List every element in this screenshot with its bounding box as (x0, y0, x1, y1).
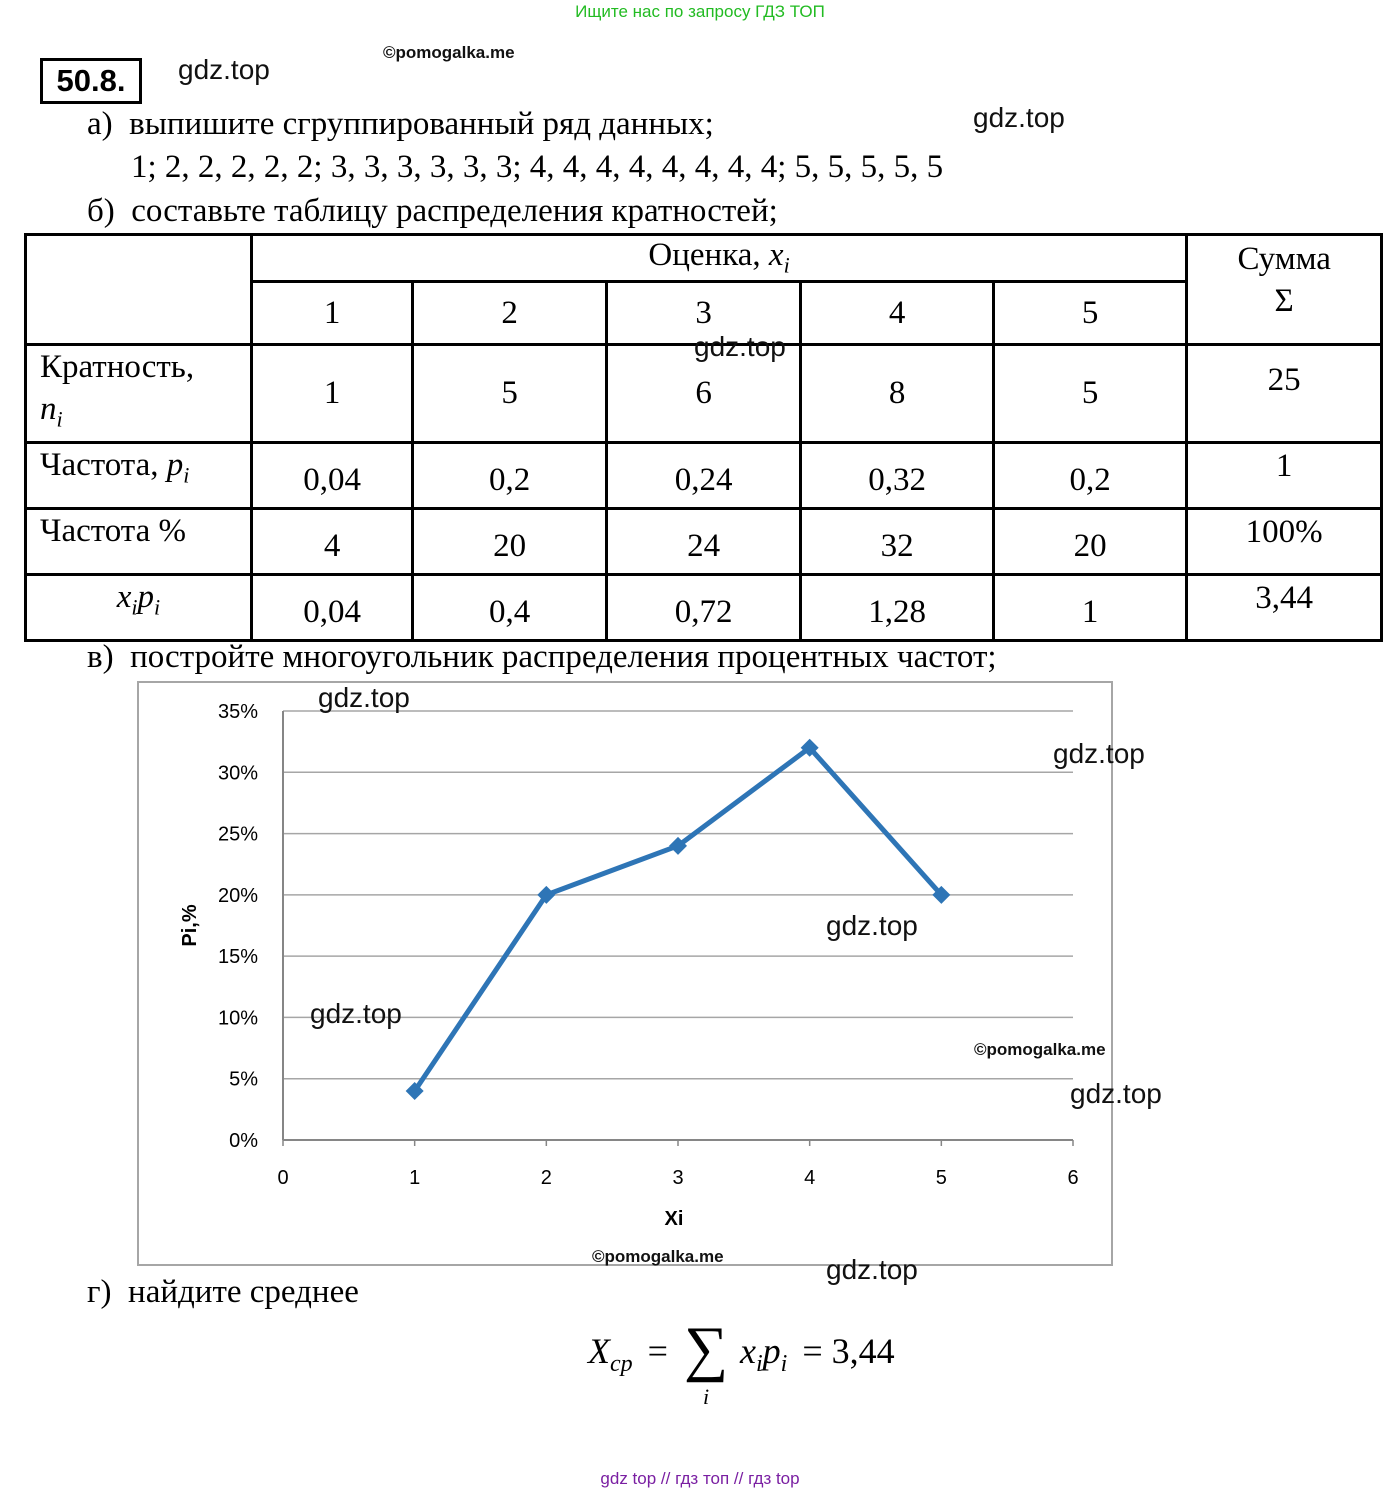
chart-frame (137, 681, 1113, 1266)
table-cell: 8 (801, 345, 994, 443)
table-cell: 0,04 (251, 442, 413, 508)
part-d-marker: г) (87, 1274, 112, 1310)
table-cell: 0,2 (413, 442, 606, 508)
score-cell: 5 (993, 282, 1186, 345)
bottom-links[interactable]: gdz top // гдз топ // гдз top (600, 1469, 800, 1488)
y-tick-label: 25% (217, 823, 258, 846)
table-cell: 32 (801, 508, 994, 574)
gdz-watermark: gdz.top (973, 102, 1065, 133)
score-cell: 3 (606, 282, 801, 345)
header-sum-label: Сумма (1237, 241, 1331, 277)
table-cell: 0,04 (251, 574, 413, 640)
y-axis-title: Pi,% (179, 904, 201, 947)
table-cell: 4 (251, 508, 413, 574)
x-tick-label: 6 (1067, 1167, 1079, 1189)
table-cell: 5 (413, 345, 606, 443)
table-corner-cell (26, 235, 252, 345)
task-number: 50.8. (40, 58, 142, 104)
score-cell: 4 (801, 282, 994, 345)
mean-formula-lhs: $X_{ср}$ = (588, 1331, 668, 1378)
gdz-watermark: gdz.top (826, 1254, 918, 1285)
gdz-watermark: gdz.top (694, 331, 786, 362)
copyright-watermark: ©pomogalka.me (383, 43, 515, 62)
gdz-watermark: gdz.top (178, 54, 270, 85)
header-sigma: Σ (1274, 283, 1294, 319)
score-cell: 2 (413, 282, 606, 345)
row-label-multiplicity: Кратность, $n_i$ (26, 345, 252, 443)
x-tick-label: 4 (804, 1167, 816, 1189)
sum-index: i (703, 1384, 710, 1409)
sum-cell: 3,44 (1187, 574, 1382, 640)
table-cell: 20 (993, 508, 1186, 574)
top-banner: Ищите нас по запросу ГДЗ ТОП (575, 2, 825, 21)
part-a (87, 106, 714, 143)
part-a-text: выпишите сгруппированный ряд данных; (129, 106, 714, 142)
table-row (26, 442, 1382, 508)
y-tick-label: 0% (229, 1130, 258, 1152)
gdz-watermark: gdz.top (1070, 1078, 1162, 1109)
part-d-text: найдите среднее (128, 1274, 359, 1310)
sum-cell: 1 (1187, 442, 1382, 508)
y-tick-label: 10% (217, 1007, 258, 1030)
row-label-xp: $x_ip_i$ (26, 574, 252, 640)
x-tick-label: 5 (935, 1167, 947, 1189)
gdz-watermark: gdz.top (826, 910, 918, 941)
table-row (26, 574, 1382, 640)
table-cell: 1 (251, 345, 413, 443)
sum-cell: 100% (1187, 508, 1382, 574)
y-tick-label: 35% (217, 701, 258, 723)
row-label-frequency-percent: Частота % (26, 508, 252, 574)
table-row (26, 508, 1382, 574)
table-cell: 0,32 (801, 442, 994, 508)
gdz-watermark: gdz.top (1053, 738, 1145, 769)
table-cell: 0,4 (413, 574, 606, 640)
table-cell: 20 (413, 508, 606, 574)
table-cell: 0,72 (606, 574, 801, 640)
y-tick-label: 5% (229, 1068, 258, 1091)
part-c (87, 639, 997, 676)
x-tick-label: 2 (540, 1167, 552, 1189)
table-cell: 1,28 (801, 574, 994, 640)
table-cell: 24 (606, 508, 801, 574)
x-tick-label: 1 (409, 1167, 421, 1189)
x-tick-label: 0 (277, 1167, 289, 1189)
table-cell: 1 (993, 574, 1186, 640)
part-c-text: постройте многоугольник распределения процентных частот; (130, 639, 997, 675)
part-b (87, 193, 778, 230)
part-a-marker: а) (87, 106, 113, 142)
sum-cell: 25 (1187, 345, 1382, 443)
header-sum (1187, 235, 1382, 345)
gdz-watermark: gdz.top (318, 682, 410, 713)
table-cell: 0,2 (993, 442, 1186, 508)
part-b-marker: б) (87, 193, 115, 229)
grouped-series: 1; 2, 2, 2, 2, 2; 3, 3, 3, 3, 3, 3; 4, 4, 4, 4, 4, 4, 4, 4; 5, 5, 5, 5, 5 (131, 149, 944, 185)
part-c-marker: в) (87, 639, 114, 675)
table-cell: 0,24 (606, 442, 801, 508)
gdz-watermark: gdz.top (310, 998, 402, 1029)
copyright-watermark: ©pomogalka.me (592, 1247, 724, 1266)
sum-symbol: ∑ (684, 1315, 729, 1383)
mean-formula-rhs: $x_ip_i = 3,44$ (740, 1331, 895, 1378)
part-d (87, 1274, 359, 1311)
score-cell: 1 (251, 282, 413, 345)
y-tick-label: 15% (217, 946, 258, 969)
row-label-frequency: Частота, $p_i$ (26, 442, 252, 508)
table-cell: 5 (993, 345, 1186, 443)
y-tick-label: 20% (217, 884, 258, 907)
header-score: Оценка, $x_i$ (251, 235, 1187, 282)
x-axis-title: Xi (664, 1208, 684, 1230)
x-tick-label: 3 (672, 1167, 684, 1189)
part-b-text: составьте таблицу распределения кратностей; (131, 193, 778, 229)
y-tick-label: 30% (217, 762, 258, 785)
copyright-watermark: ©pomogalka.me (974, 1040, 1106, 1059)
distribution-table (24, 233, 1383, 642)
table-cell: 6 (606, 345, 801, 443)
